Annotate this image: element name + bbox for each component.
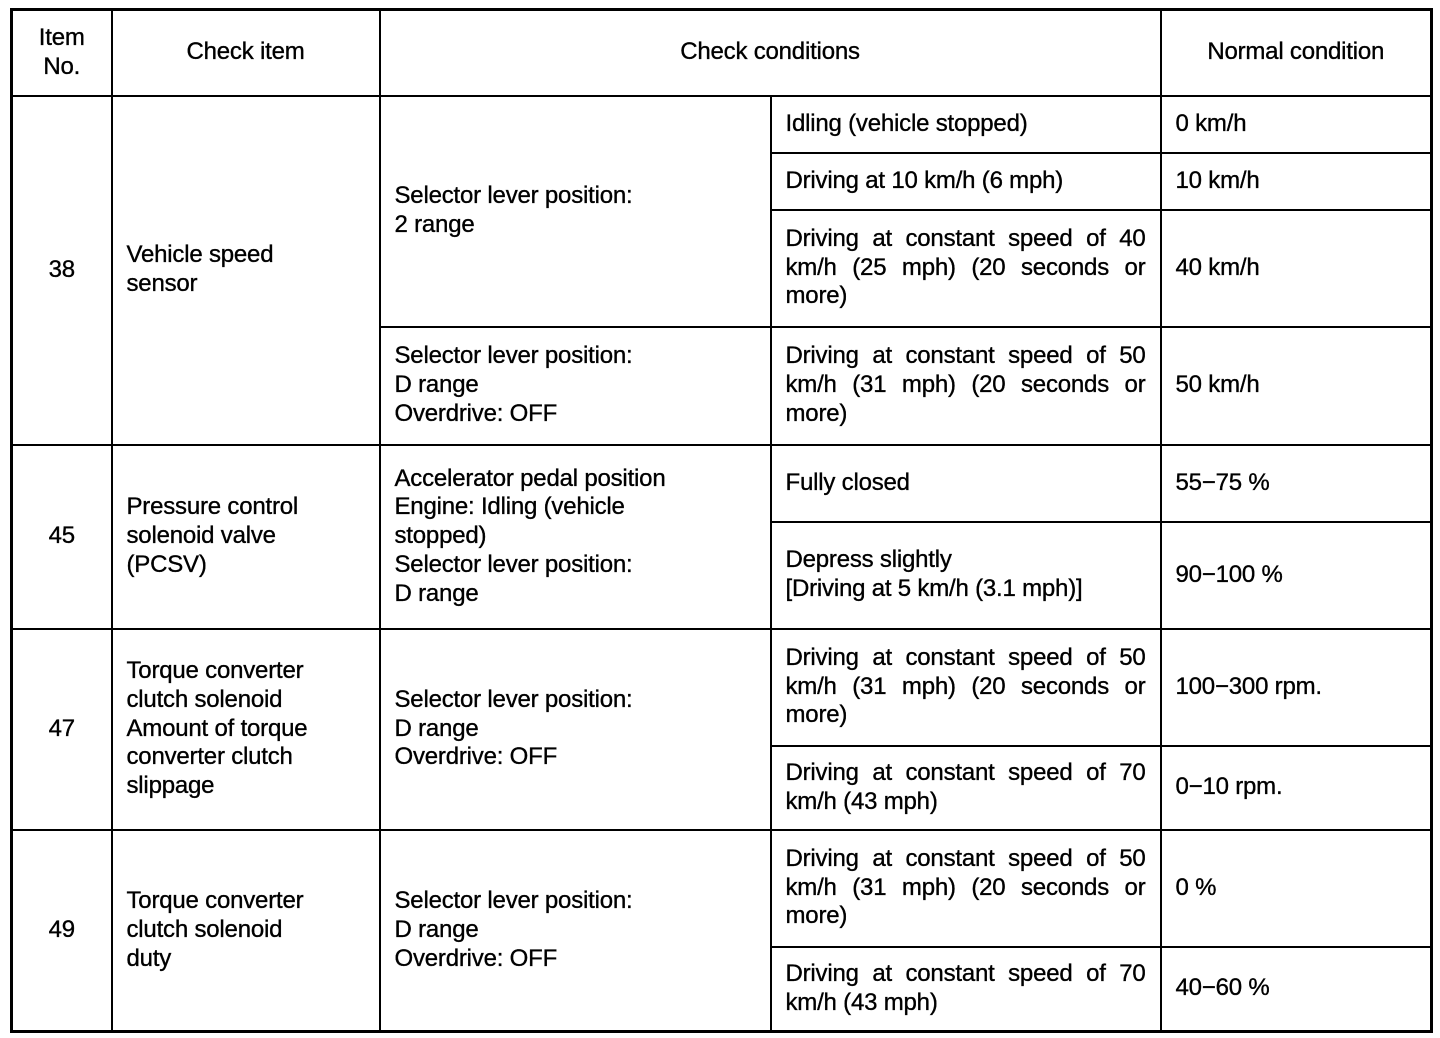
item-no: 49 — [12, 830, 112, 1032]
check-item: Torque converter clutch solenoid Amount of torque converter clutch slippage — [112, 629, 380, 830]
check-condition: Accelerator pedal position Engine: Idling (vehicle stopped) Selector lever position: D range — [380, 445, 771, 629]
check-condition: Selector lever position: D range Overdrive: OFF — [380, 830, 771, 1032]
table-row — [12, 830, 1432, 947]
sub-condition: Depress slightly [Driving at 5 km/h (3.1 mph)] — [771, 522, 1161, 629]
sub-condition: Idling (vehicle stopped) — [771, 96, 1161, 153]
sub-condition: Driving at constant speed of 50 km/h (31 mph) (20 seconds or more) — [771, 327, 1161, 445]
table-row — [12, 629, 1432, 746]
normal-condition: 0 % — [1161, 830, 1432, 947]
normal-condition: 50 km/h — [1161, 327, 1432, 445]
header-row — [12, 10, 1432, 96]
item-no: 47 — [12, 629, 112, 830]
header-normal-condition: Normal condition — [1161, 10, 1432, 96]
table-row — [12, 96, 1432, 153]
check-item: Vehicle speed sensor — [112, 96, 380, 445]
item-no: 45 — [12, 445, 112, 629]
item-no: 38 — [12, 96, 112, 445]
header-check-conditions: Check conditions — [380, 10, 1161, 96]
check-condition: Selector lever position: D range Overdrive: OFF — [380, 629, 771, 830]
normal-condition: 100−300 rpm. — [1161, 629, 1432, 746]
normal-condition: 0 km/h — [1161, 96, 1432, 153]
sub-condition: Driving at constant speed of 40 km/h (25 mph) (20 seconds or more) — [771, 210, 1161, 327]
sub-condition: Driving at 10 km/h (6 mph) — [771, 153, 1161, 210]
sub-condition: Driving at constant speed of 70 km/h (43 mph) — [771, 947, 1161, 1032]
normal-condition: 90−100 % — [1161, 522, 1432, 629]
check-table — [10, 8, 1433, 1033]
header-item-no: Item No. — [12, 10, 112, 96]
normal-condition: 55−75 % — [1161, 445, 1432, 522]
check-item: Pressure control solenoid valve (PCSV) — [112, 445, 380, 629]
check-condition: Selector lever position: 2 range — [380, 96, 771, 327]
sub-condition: Driving at constant speed of 50 km/h (31 mph) (20 seconds or more) — [771, 830, 1161, 947]
check-condition: Selector lever position: D range Overdrive: OFF — [380, 327, 771, 445]
header-check-item: Check item — [112, 10, 380, 96]
normal-condition: 40 km/h — [1161, 210, 1432, 327]
table-row — [12, 445, 1432, 522]
sub-condition: Driving at constant speed of 70 km/h (43 mph) — [771, 746, 1161, 830]
check-item: Torque converter clutch solenoid duty — [112, 830, 380, 1032]
normal-condition: 10 km/h — [1161, 153, 1432, 210]
sub-condition: Fully closed — [771, 445, 1161, 522]
normal-condition: 40−60 % — [1161, 947, 1432, 1032]
normal-condition: 0−10 rpm. — [1161, 746, 1432, 830]
sub-condition: Driving at constant speed of 50 km/h (31 mph) (20 seconds or more) — [771, 629, 1161, 746]
